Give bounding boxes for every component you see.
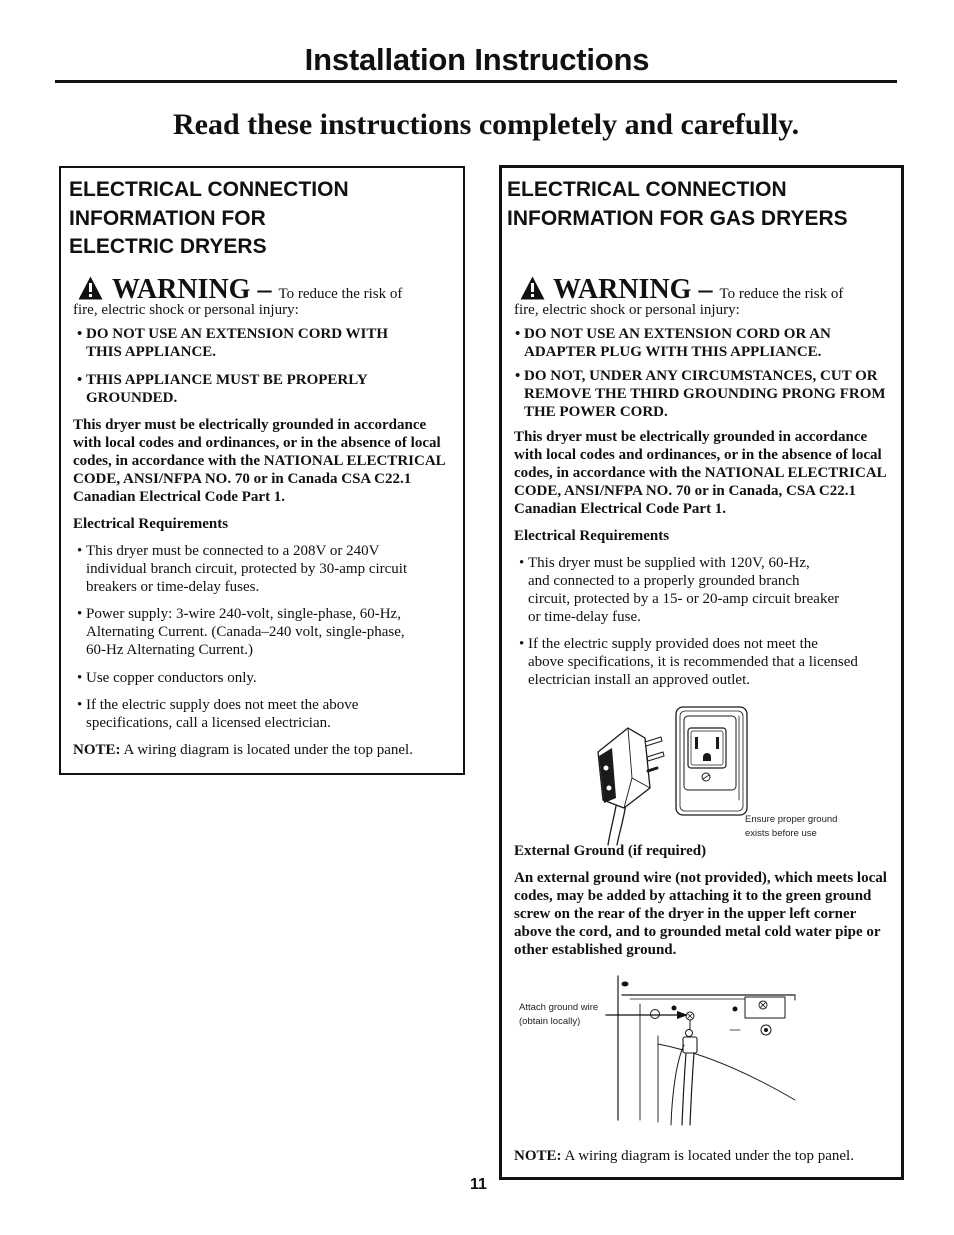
requirement-bullet: • If the electric supply does not meet the above specifications, call a licensed electrician. [86, 696, 358, 732]
title-rule [55, 80, 897, 83]
requirement-bullet: • Use copper conductors only. [86, 669, 257, 687]
warning-bullet: • DO NOT, UNDER ANY CIRCUMSTANCES, CUT OR REMOVE THE THIRD GROUNDING PRONG FROM THE POWER CORD. [524, 367, 886, 421]
warning-statement [73, 274, 403, 318]
page-number: 11 [470, 1176, 487, 1193]
note-text: A wiring diagram is located under the top panel. [564, 1148, 854, 1164]
note [514, 1147, 854, 1165]
gas-dryers-section [499, 165, 904, 1180]
section-heading: ELECTRICAL CONNECTION INFORMATION FOR GAS DRYERS [507, 178, 848, 230]
requirement-bullet: • This dryer must be supplied with 120V, 60-Hz, and connected to a properly grounded branch circuit, protected by a 15- or 20-amp circuit breaker or time-delay fuse. [528, 554, 839, 626]
outlet-caption: Ensure proper ground exists before use [745, 814, 838, 839]
requirement-bullet: • If the electric supply provided does not meet the above specifications, it is recommended that a licensed electrician install an approved outlet. [528, 635, 858, 689]
page-subtitle: Read these instructions completely and carefully. [173, 108, 800, 141]
note [73, 741, 413, 759]
note-label: NOTE: [514, 1148, 562, 1164]
note-text: A wiring diagram is located under the top panel. [123, 742, 413, 758]
warning-statement [514, 274, 844, 318]
requirement-bullet: • This dryer must be connected to a 208V or 240V individual branch circuit, protected by 30-amp circuit breakers or time-delay fuses. [86, 542, 407, 596]
warning-triangle-icon [78, 276, 103, 300]
requirements-heading: Electrical Requirements [514, 528, 670, 544]
warning-text: To reduce the risk of fire, electric shock or personal injury: [514, 286, 844, 318]
outlet-and-plug-illustration [590, 700, 755, 850]
grounding-paragraph: This dryer must be electrically grounded in accordance with local codes and ordinances, or in the absence of local codes, in accordance with the NATIONAL ELECTRICAL CODE, ANSI/NFPA NO. 70 or in Canada, CSA C22.1 Canadian Electrical Code Part 1. [514, 429, 887, 517]
requirement-bullet: • Power supply: 3-wire 240-volt, single-phase, 60-Hz, Alternating Current. (Canada–240 volt, single-phase, 60-Hz Alternating Current.) [86, 605, 405, 659]
note-label: NOTE: [73, 742, 121, 758]
grounding-paragraph: This dryer must be electrically grounded in accordance with local codes and ordinances, or in the absence of local codes, in accordance with the NATIONAL ELECTRICAL CODE, ANSI/NFPA NO. 70 or in Canada CSA C22.1 Canadian Electrical Code Part 1. [73, 417, 446, 505]
electric-dryers-section [59, 166, 465, 775]
section-heading: ELECTRICAL CONNECTION INFORMATION FOR ELECTRIC DRYERS [69, 178, 349, 258]
external-ground-heading: External Ground (if required) [514, 843, 707, 859]
page-title: Installation Instructions [304, 42, 650, 77]
warning-text: To reduce the risk of fire, electric shock or personal injury: [73, 286, 403, 318]
requirements-heading: Electrical Requirements [73, 516, 229, 532]
warning-bullet: • DO NOT USE AN EXTENSION CORD OR AN ADAPTER PLUG WITH THIS APPLIANCE. [524, 325, 831, 361]
external-ground-paragraph: An external ground wire (not provided), which meets local codes, may be added by attaching it to the green ground screw on the rear of the dryer in the upper left corner above the cord, and to grounded metal cold water pipe or other established ground. [514, 870, 887, 958]
warning-label: WARNING – [553, 274, 713, 305]
warning-bullet: • THIS APPLIANCE MUST BE PROPERLY GROUNDED. [86, 371, 368, 407]
ground-wire-caption: Attach ground wire (obtain locally) [519, 1002, 599, 1027]
ground-wire-illustration [595, 970, 800, 1130]
warning-triangle-icon [520, 276, 545, 300]
warning-label: WARNING – [112, 274, 272, 305]
warning-bullet: • DO NOT USE AN EXTENSION CORD WITH THIS APPLIANCE. [86, 325, 388, 361]
